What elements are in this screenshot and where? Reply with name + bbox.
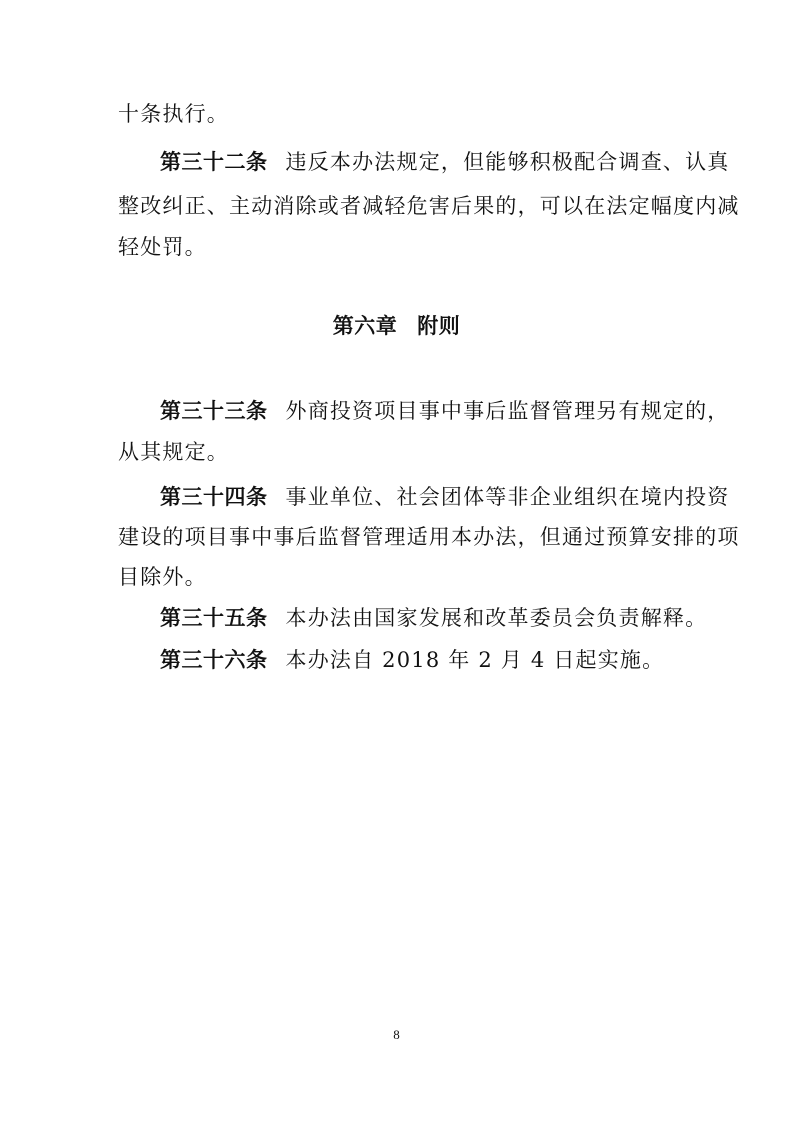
article-text: 本办法自 2018 年 2 月 4 日起实施。 [285,648,665,672]
article-label: 第三十二条 [160,150,268,174]
chapter-heading [0,313,793,339]
article-35-line [160,605,720,631]
chapter-title: 附则 [417,314,461,338]
text-line: 十条执行。 [118,102,229,126]
article-text: 事业单位、社会团体等非企业组织在境内投资 [285,485,730,509]
chapter-number: 第六章 [332,314,398,338]
article-33-first-line [160,398,730,424]
text-line: 建设的项目事中事后监督管理适用本办法，但通过预算安排的项 [118,525,740,549]
text-line: 整改纠正、主动消除或者减轻危害后果的，可以在法定幅度内减 [118,194,740,218]
text-line: 目除外。 [118,565,207,589]
article-label: 第三十四条 [160,485,268,509]
article-text: 违反本办法规定，但能够积极配合调查、认真 [285,150,730,174]
article-text: 本办法由国家发展和改革委员会负责解释。 [285,606,708,630]
page-number: 8 [393,1027,400,1042]
text-line: 轻处罚。 [118,235,207,259]
text-line: 从其规定。 [118,440,229,464]
article-32-first-line [160,149,730,175]
article-text: 外商投资项目事中事后监督管理另有规定的， [285,399,730,423]
article-label: 第三十五条 [160,606,268,630]
article-34-first-line [160,484,730,510]
article-36-line [160,647,720,673]
article-label: 第三十六条 [160,648,268,672]
article-label: 第三十三条 [160,399,268,423]
